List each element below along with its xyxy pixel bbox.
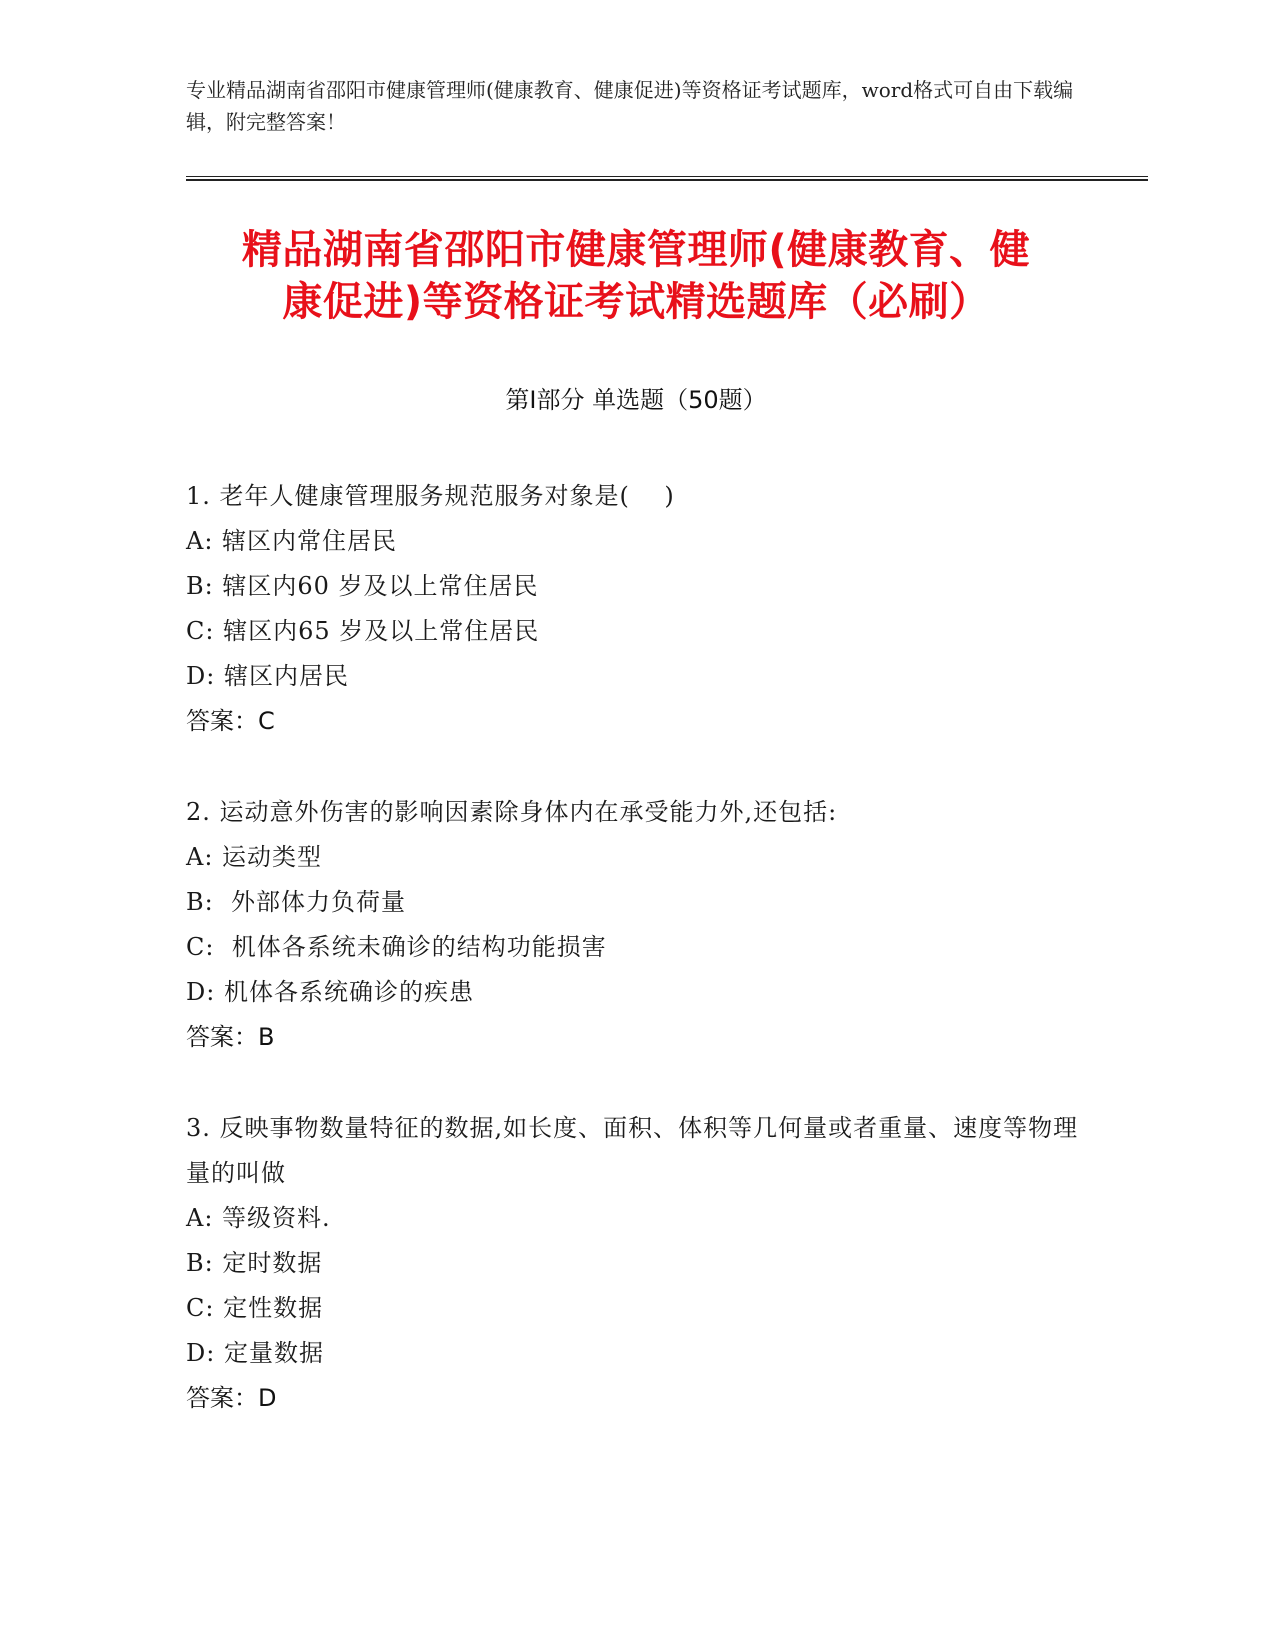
question-stem: 1. 老年人健康管理服务规范服务对象是( ) [186, 482, 675, 510]
document-title [186, 224, 1086, 328]
answer-line [186, 1376, 1086, 1421]
question-option: A: 等级资料. [186, 1204, 331, 1232]
answer-label: 答案： [186, 1384, 258, 1412]
header-note: 专业精品湖南省邵阳市健康管理师(健康教育、健康促进)等资格证考试题库，word格式可自由下载编辑，附完整答案！ [186, 78, 1074, 134]
document-title-line-2: 康促进)等资格证考试精选题库（必刷） [282, 279, 990, 325]
answer-label: 答案： [186, 1023, 258, 1051]
question-option: C: 机体各系统未确诊的结构功能损害 [186, 933, 607, 961]
question-option: A: 运动类型 [186, 843, 323, 871]
answer-label: 答案： [186, 707, 258, 735]
question-option: D: 定量数据 [186, 1339, 324, 1367]
question-item [186, 1106, 1086, 1421]
answer-value: C [258, 707, 275, 735]
header-divider [186, 176, 1148, 181]
answer-line [186, 699, 1086, 744]
question-stem: 2. 运动意外伤害的影响因素除身体内在承受能力外,还包括: [186, 798, 838, 826]
question-option: C: 定性数据 [186, 1294, 324, 1322]
question-option: C: 辖区内65 岁及以上常住居民 [186, 617, 540, 645]
document-title-line-1: 精品湖南省邵阳市健康管理师(健康教育、健 [241, 227, 1031, 273]
question-list [186, 474, 1086, 1467]
answer-line [186, 1015, 1086, 1060]
question-option: D: 机体各系统确诊的疾患 [186, 978, 474, 1006]
section-heading: 第Ⅰ部分 单选题（50题） [505, 386, 767, 414]
answer-value: B [258, 1023, 275, 1051]
question-stem: 3. 反映事物数量特征的数据,如长度、面积、体积等几何量或者重量、速度等物理量的叫做 [186, 1114, 1079, 1187]
question-option: B: 辖区内60 岁及以上常住居民 [186, 572, 539, 600]
question-option: A: 辖区内常住居民 [186, 527, 398, 555]
answer-value: D [258, 1384, 277, 1412]
question-option: D: 辖区内居民 [186, 662, 349, 690]
question-item [186, 790, 1086, 1060]
question-item [186, 474, 1086, 744]
question-option: B: 定时数据 [186, 1249, 323, 1277]
question-option: B: 外部体力负荷量 [186, 888, 406, 916]
